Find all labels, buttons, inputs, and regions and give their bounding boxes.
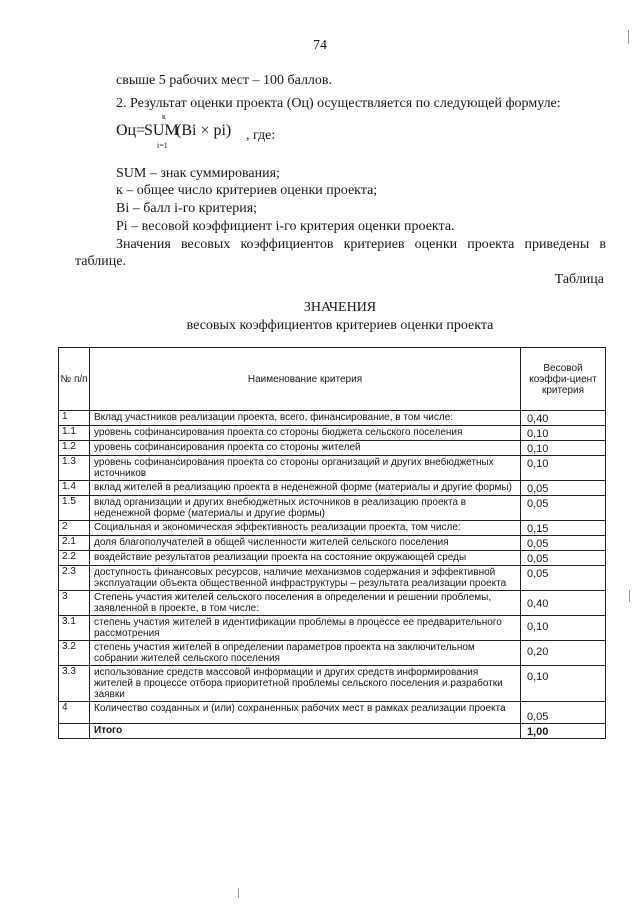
table-row xyxy=(59,641,606,666)
table-row xyxy=(59,481,606,496)
cell-name: Итого xyxy=(90,724,521,739)
formula-lower-limit: i=1 xyxy=(157,141,168,150)
cell-name: вклад жителей в реализацию проекта в неденежной форме (материалы и другие формы) xyxy=(90,481,521,496)
cell-num: 3.1 xyxy=(59,616,90,641)
cell-weight: 0,20 xyxy=(521,641,606,666)
formula xyxy=(116,112,316,152)
cell-weight: 0,10 xyxy=(521,616,606,641)
header-weight: Весовой коэффи-циент критерия xyxy=(521,348,606,411)
table-row xyxy=(59,521,606,536)
text-line: к – общее число критериев оценки проекта; xyxy=(116,183,378,198)
cell-weight: 0,05 xyxy=(521,536,606,551)
cell-name: доля благополучателей в общей численности жителей сельского поселения xyxy=(90,536,521,551)
criteria-table xyxy=(58,347,606,739)
cell-name: доступность финансовых ресурсов, наличие механизмов содержания и эффективной эксплуатации объекта общественной инфраструктуры – результата реализации проекта xyxy=(90,566,521,591)
scan-edge-mark xyxy=(628,30,629,44)
cell-num: 4 xyxy=(59,702,90,724)
cell-num: 2.1 xyxy=(59,536,90,551)
cell-weight: 0,05 xyxy=(521,566,606,591)
cell-name: вклад организации и других внебюджетных источников в реализацию проекта в неденежной форме (материалы и другие формы) xyxy=(90,496,521,521)
cell-weight: 0,40 xyxy=(521,411,606,426)
cell-weight: 0,10 xyxy=(521,441,606,456)
text-line: SUM – знак суммирования; xyxy=(116,166,280,181)
cell-name: уровень софинансирования проекта со стороны организаций и других внебюджетных источников xyxy=(90,456,521,481)
cell-num: 1.2 xyxy=(59,441,90,456)
cell-num: 1.3 xyxy=(59,456,90,481)
table-total-row xyxy=(59,724,606,739)
cell-weight: 1,00 xyxy=(521,724,606,739)
cell-name: уровень софинансирования проекта со стороны жителей xyxy=(90,441,521,456)
cell-num: 1.4 xyxy=(59,481,90,496)
text-line: Вi – балл i-го критерия; xyxy=(116,201,258,216)
cell-weight: 0,40 xyxy=(521,591,606,616)
table-subtitle: весовых коэффициентов критериев оценки проекта xyxy=(186,318,494,333)
table-row xyxy=(59,551,606,566)
cell-num: 1.5 xyxy=(59,496,90,521)
table-row xyxy=(59,441,606,456)
table-label: Таблица xyxy=(554,272,604,287)
cell-weight: 0,10 xyxy=(521,456,606,481)
scan-edge-mark xyxy=(238,888,239,898)
cell-name: степень участия жителей в определении параметров проекта на заключительном собрании жителей сельского поселения xyxy=(90,641,521,666)
formula-body: (Вi × pi) xyxy=(176,122,232,139)
cell-num: 3.2 xyxy=(59,641,90,666)
cell-name: степень участия жителей в идентификации проблемы в процессе ее предварительного рассмотрения xyxy=(90,616,521,641)
cell-name: использование средств массовой информации и других средств информирования жителей в процессе отбора приоритетной проблемы сельского поселения и разработки заявки xyxy=(90,666,521,702)
cell-name: Вклад участников реализации проекта, всего, финансирование, в том числе: xyxy=(90,411,521,426)
table-row xyxy=(59,666,606,702)
formula-upper-limit: к xyxy=(162,112,166,121)
cell-num: 3.3 xyxy=(59,666,90,702)
cell-weight: 0,05 xyxy=(521,496,606,521)
cell-name: воздействие результатов реализации проекта на состояние окружающей среды xyxy=(90,551,521,566)
header-num: № п/п xyxy=(59,348,90,411)
cell-name: Степень участия жителей сельского поселения в определении и решении проблемы, заявленной в проекте, в том числе: xyxy=(90,591,521,616)
cell-num: 1.1 xyxy=(59,426,90,441)
table-row xyxy=(59,496,606,521)
table-row xyxy=(59,591,606,616)
table-row xyxy=(59,616,606,641)
cell-weight: 0,15 xyxy=(521,521,606,536)
table-row xyxy=(59,566,606,591)
cell-name: Социальная и экономическая эффективность реализации проекта, том числе: xyxy=(90,521,521,536)
table-row xyxy=(59,456,606,481)
text-line: Pi – весовой коэффициент i-го критерия оценки проекта. xyxy=(116,219,455,234)
cell-name: уровень софинансирования проекта со стороны бюджета сельского поселения xyxy=(90,426,521,441)
formula-where: , где: xyxy=(246,128,276,143)
cell-weight: 0,05 xyxy=(521,481,606,496)
table-row xyxy=(59,536,606,551)
cell-name: Количество созданных и (или) сохраненных рабочих мест в рамках реализации проекта xyxy=(90,702,521,724)
page-number: 74 xyxy=(313,38,327,53)
cell-num: 3 xyxy=(59,591,90,616)
text-line: свыше 5 рабочих мест – 100 баллов. xyxy=(116,73,333,88)
cell-num: 2.3 xyxy=(59,566,90,591)
table-row xyxy=(59,411,606,426)
table-row xyxy=(59,426,606,441)
cell-weight: 0,10 xyxy=(521,666,606,702)
text-line: таблице. xyxy=(75,254,126,269)
cell-num: 2 xyxy=(59,521,90,536)
header-name: Наименование критерия xyxy=(90,348,521,411)
text-line: 2. Результат оценки проекта (Оц) осуществляется по следующей формуле: xyxy=(116,96,561,111)
cell-num: 2.2 xyxy=(59,551,90,566)
cell-weight: 0,05 xyxy=(521,702,606,724)
formula-sum: SUM xyxy=(144,122,179,139)
scan-edge-mark xyxy=(629,590,630,602)
cell-num: 1 xyxy=(59,411,90,426)
text-line: Значения весовых коэффициентов критериев оценки проекта приведены в xyxy=(116,237,606,252)
cell-weight: 0,10 xyxy=(521,426,606,441)
cell-num xyxy=(59,724,90,739)
table-title: ЗНАЧЕНИЯ xyxy=(303,300,377,315)
table-header-row xyxy=(59,348,606,411)
cell-weight: 0,05 xyxy=(521,551,606,566)
formula-lhs: Оц= xyxy=(116,122,146,139)
table-row xyxy=(59,702,606,724)
